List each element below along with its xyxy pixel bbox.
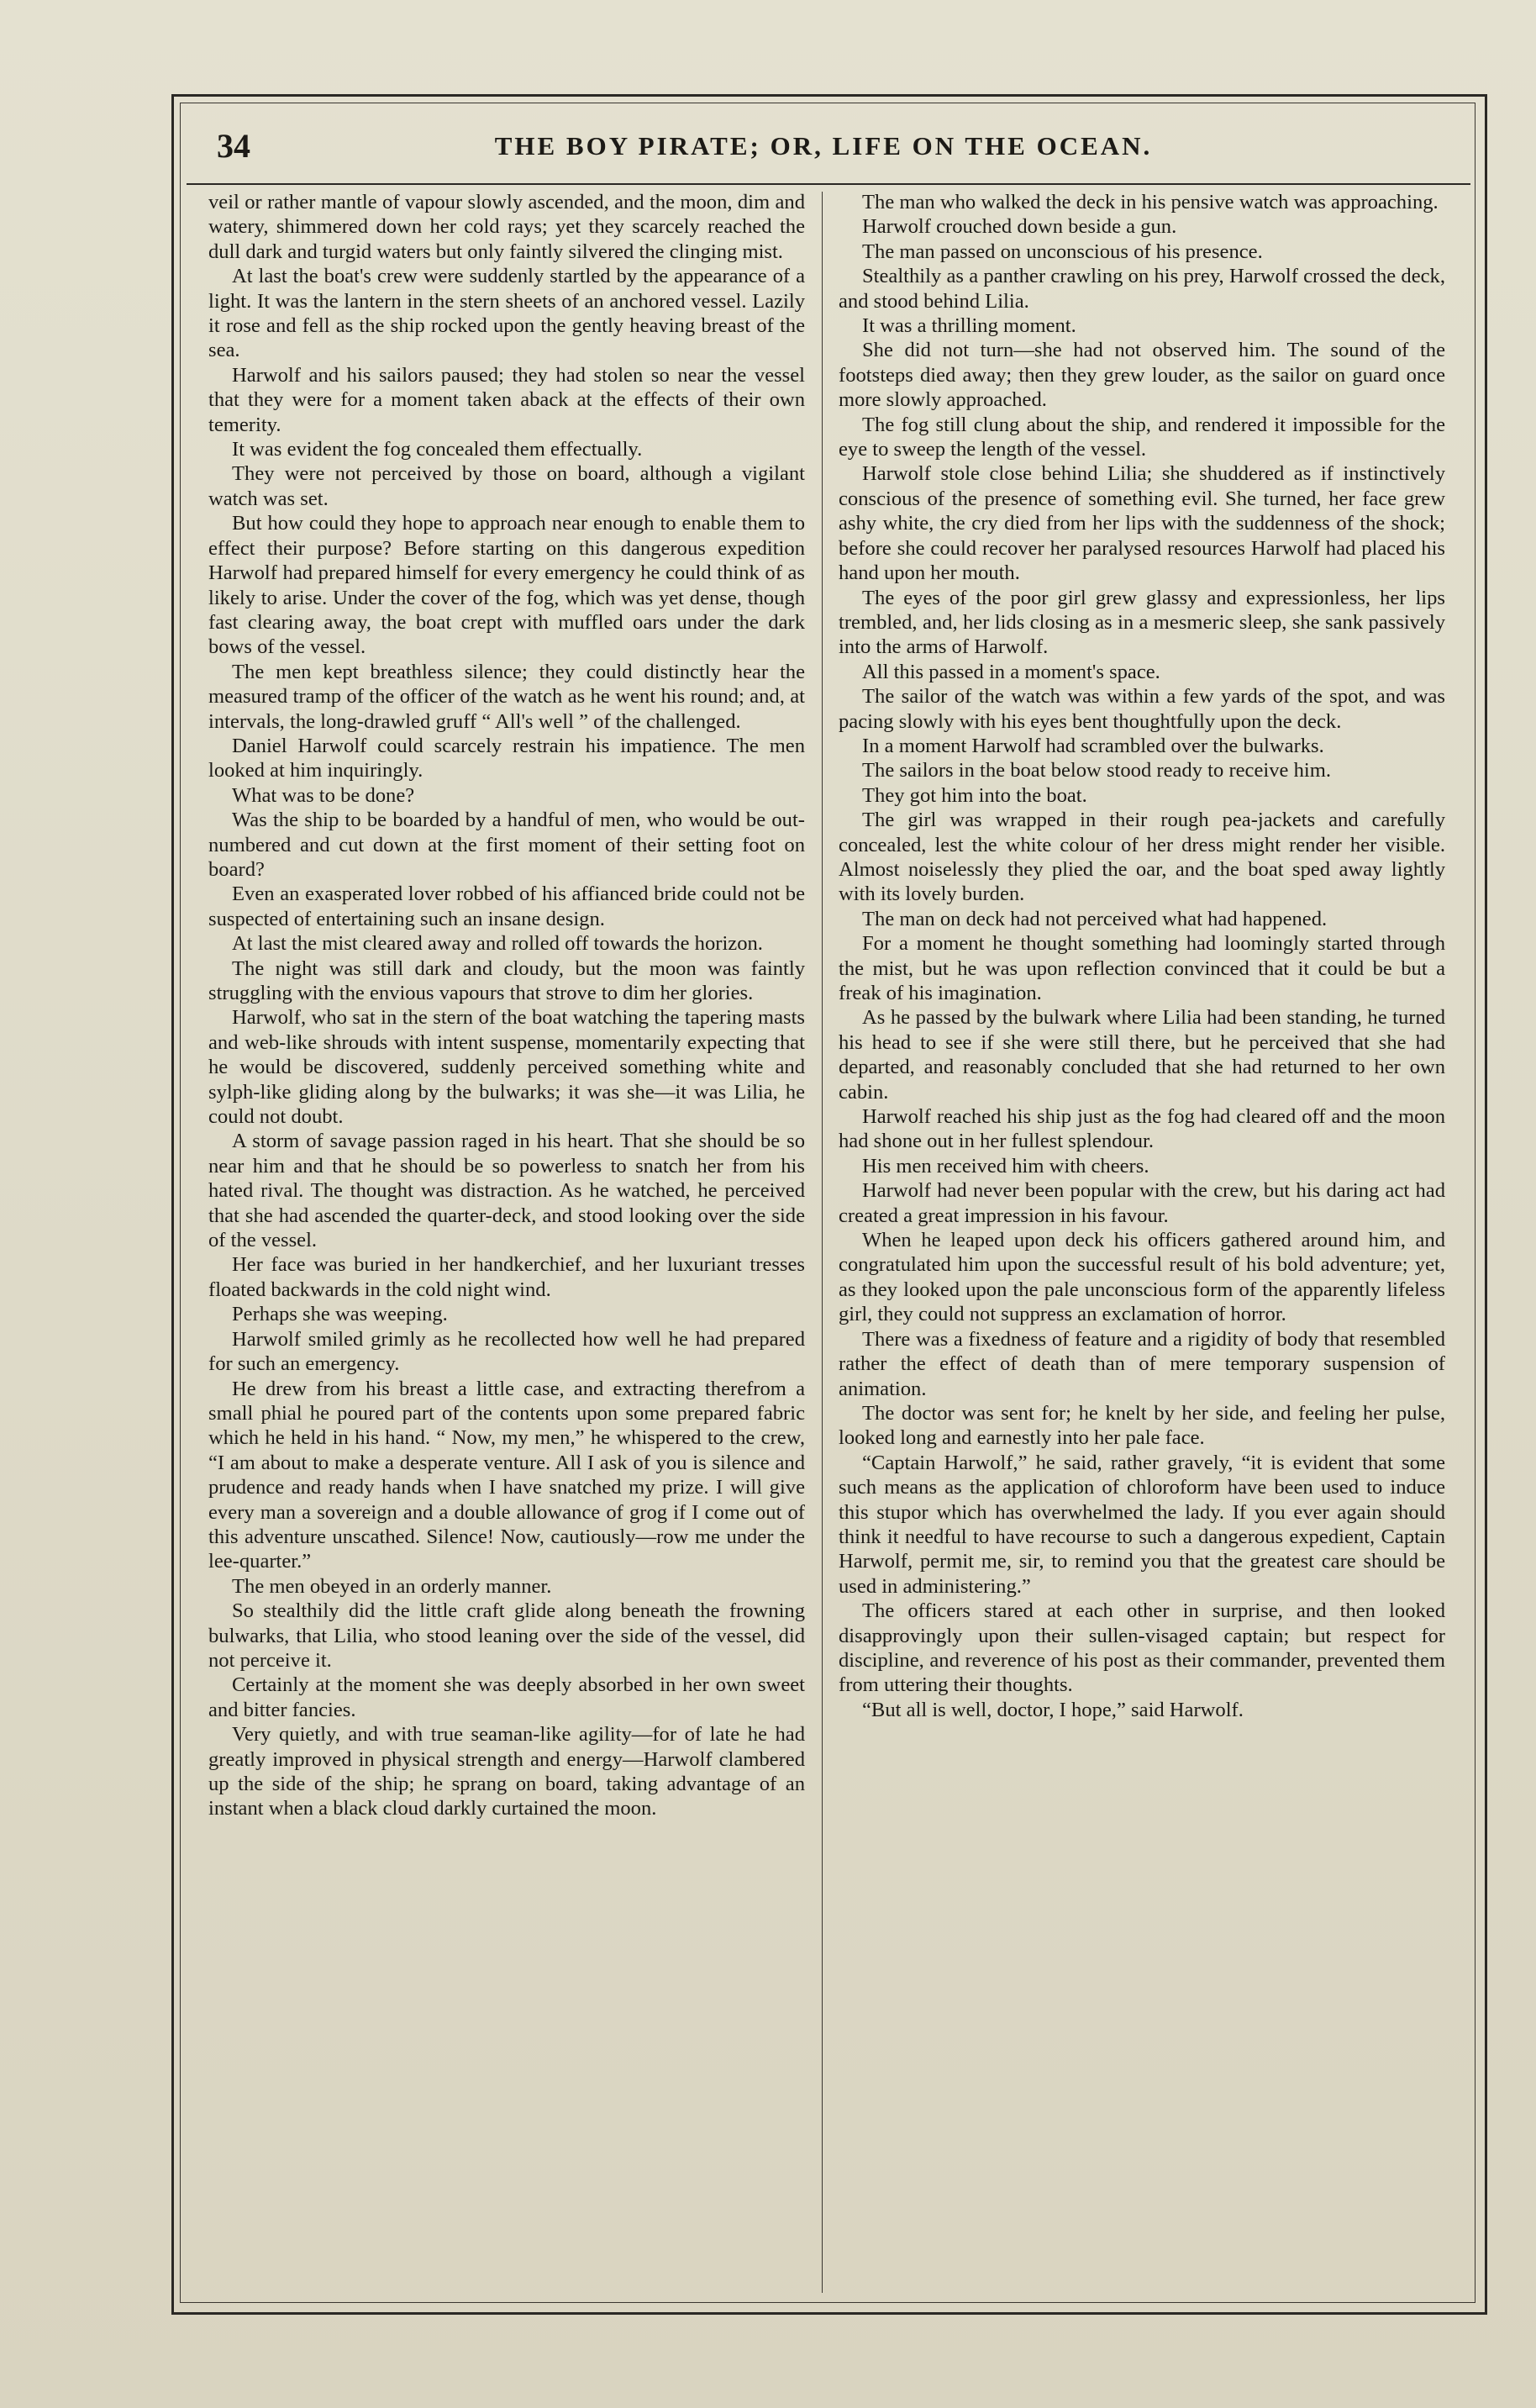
paragraph: At last the mist cleared away and rolled off towards the horizon. bbox=[232, 932, 763, 956]
paragraph: Harwolf stole close behind Lilia; she shuddered as if instinctively conscious of the presence of something evil. She turned, her face grew ashy white, the cry died from her lips with the suddenness of the shock; before she could recover her paralysed resources Harwolf had placed his hand upon her mouth. bbox=[839, 462, 1445, 585]
paragraph: The sailor of the watch was within a few yards of the spot, and was pacing slowly with his eyes bent thoughtfully upon the deck. bbox=[839, 685, 1445, 733]
paragraph: The doctor was sent for; he knelt by her side, and feeling her pulse, looked long and earnestly into her pale face. bbox=[839, 1401, 1445, 1450]
column-divider bbox=[822, 192, 823, 2293]
paragraph: Harwolf crouched down beside a gun. bbox=[862, 215, 1177, 239]
paragraph: All this passed in a moment's space. bbox=[862, 660, 1160, 683]
paragraph: The night was still dark and cloudy, but the moon was faintly struggling with the envious vapours that strove to dim her glories. bbox=[208, 956, 805, 1004]
paragraph: Harwolf and his sailors paused; they had stolen so near the vessel that they were for a moment taken aback at the effects of their own temerity. bbox=[208, 363, 805, 436]
paragraph: As he passed by the bulwark where Lilia had been standing, he turned his head to see if she were still there, but he perceived that she had departed, and reasonably concluded that she had returned to her own cabin. bbox=[839, 1006, 1445, 1104]
paragraph: Harwolf reached his ship just as the fog had cleared off and the moon had shone out in her fullest splendour. bbox=[839, 1105, 1445, 1153]
paragraph: The officers stared at each other in surprise, and then looked disapprovingly upon their sullen-visaged captain; but respect for discipline, and reverence of his post as their commander, prevented them from uttering their thoughts. bbox=[839, 1599, 1445, 1697]
paragraph: veil or rather mantle of vapour slowly ascended, and the moon, dim and watery, shimmered down her cold rays; yet they scarcely reached the dull dark and turgid waters but only faintly silvered the clinging mist. bbox=[208, 191, 805, 263]
paragraph: It was a thrilling moment. bbox=[862, 314, 1076, 338]
paragraph: Was the ship to be boarded by a handful of men, who would be out-numbered and cut down at the first moment of their setting foot on board? bbox=[208, 809, 805, 881]
page-number: 34 bbox=[217, 127, 250, 165]
paragraph: The men kept breathless silence; they could distinctly hear the measured tramp of the officer of the watch as he went his round; and, at intervals, the long-drawled gruff “ All's well ” of the challenged. bbox=[208, 660, 805, 733]
paragraph: Her face was buried in her handkerchief, and her luxuriant tresses floated backwards in the cold night wind. bbox=[208, 1253, 805, 1301]
paragraph: “But all is well, doctor, I hope,” said Harwolf. bbox=[862, 1698, 1244, 1721]
paragraph: The man on deck had not perceived what had happened. bbox=[862, 907, 1328, 930]
paragraph: What was to be done? bbox=[232, 783, 415, 807]
paragraph: Daniel Harwolf could scarcely restrain his impatience. The men looked at him inquiringly. bbox=[208, 734, 805, 782]
paragraph: The fog still clung about the ship, and rendered it impossible for the eye to sweep the length of the vessel. bbox=[839, 413, 1445, 461]
right-column bbox=[839, 190, 1445, 2291]
paragraph: The eyes of the poor girl grew glassy and expressionless, her lips trembled, and, her lids closing as in a mesmeric sleep, she sank passively into the arms of Harwolf. bbox=[839, 586, 1445, 659]
header-rule bbox=[187, 183, 1470, 185]
paragraph: Perhaps she was weeping. bbox=[232, 1303, 448, 1326]
paragraph: There was a fixedness of feature and a rigidity of body that resembled rather the effect of death than of mere temporary suspension of animation. bbox=[839, 1327, 1445, 1400]
paragraph: The man who walked the deck in his pensive watch was approaching. bbox=[862, 191, 1439, 213]
paragraph: The girl was wrapped in their rough pea-jackets and carefully concealed, lest the white colour of her dress might render her visible. Almost noiselessly they plied the oar, and the boat sped away lightly with its lovely burden. bbox=[839, 809, 1445, 906]
paragraph: She did not turn—she had not observed him. The sound of the footsteps died away; then they grew louder, as the sailor on guard once more slowly approached. bbox=[839, 339, 1445, 412]
paragraph: It was evident the fog concealed them effectually. bbox=[232, 438, 643, 461]
left-column bbox=[208, 190, 805, 2291]
paragraph: At last the boat's crew were suddenly startled by the appearance of a light. It was the lantern in the stern sheets of an anchored vessel. Lazily it rose and fell as the ship rocked upon the gently heaving breast of the sea. bbox=[208, 265, 805, 362]
paragraph: Even an exasperated lover robbed of his affianced bride could not be suspected of entertaining such an insane design. bbox=[208, 883, 805, 930]
paragraph: “Captain Harwolf,” he said, rather gravely, “it is evident that some such means as the application of chloroform have been used to induce this stupor which has overwhelmed the lady. If you ever again should think it needful to have recourse to such a dangerous expedient, Captain Harwolf, permit me, sir, to remind you that the greatest care should be used in administering.” bbox=[839, 1451, 1445, 1598]
paragraph: They got him into the boat. bbox=[862, 783, 1087, 807]
paragraph: Certainly at the moment she was deeply absorbed in her own sweet and bitter fancies. bbox=[208, 1673, 805, 1721]
paragraph: In a moment Harwolf had scrambled over the bulwarks. bbox=[862, 734, 1324, 757]
running-title: THE BOY PIRATE; OR, LIFE ON THE OCEAN. bbox=[494, 131, 1153, 161]
paragraph: A storm of savage passion raged in his heart. That she should be so near him and that he should be so powerless to snatch her from his hated rival. The thought was distraction. As he watched, he perceived that she had ascended the quarter-deck, and stood looking over the side of the vessel. bbox=[208, 1130, 805, 1252]
paragraph: Harwolf, who sat in the stern of the boat watching the tapering masts and web-like shrouds with intent suspense, momentarily expecting that he would be discovered, suddenly perceived something white and sylph-like gliding along by the bulwarks; it was she—it was Lilia, he could not doubt. bbox=[208, 1006, 805, 1129]
paragraph: Harwolf smiled grimly as he recollected how well he had prepared for such an emergency. bbox=[208, 1327, 805, 1376]
paragraph: They were not perceived by those on board, although a vigilant watch was set. bbox=[208, 462, 805, 510]
paragraph: Very quietly, and with true seaman-like agility—for of late he had greatly improved in physical strength and energy—Harwolf clambered up the side of the ship; he sprang on board, taking advantage of an instant when a black cloud darkly curtained the moon. bbox=[208, 1723, 805, 1820]
paragraph: Harwolf had never been popular with the crew, but his daring act had created a great impression in his favour. bbox=[839, 1179, 1445, 1227]
paragraph: The sailors in the boat below stood ready to receive him. bbox=[862, 759, 1331, 782]
paragraph: So stealthily did the little craft glide along beneath the frowning bulwarks, that Lilia, who stood leaning over the side of the vessel, did not perceive it. bbox=[208, 1599, 805, 1672]
page-header bbox=[210, 126, 1437, 173]
paragraph: The men obeyed in an orderly manner. bbox=[232, 1574, 552, 1598]
paragraph: His men received him with cheers. bbox=[862, 1154, 1149, 1178]
paragraph: But how could they hope to approach near enough to enable them to effect their purpose? Before starting on this dangerous expedition Harwolf had prepared himself for every emergency he could think of as likely to arise. Under the cover of the fog, which was yet dense, though fast clearing away, the boat crept with muffled oars under the dark bows of the vessel. bbox=[208, 512, 805, 659]
paragraph: When he leaped upon deck his officers gathered around him, and congratulated him upon the successful result of his bold adventure; yet, as they looked upon the pale unconscious form of the apparently lifeless girl, they could not suppress an exclamation of horror. bbox=[839, 1229, 1445, 1326]
paragraph: For a moment he thought something had loomingly started through the mist, but he was upon reflection convinced that it could be but a freak of his imagination. bbox=[839, 932, 1445, 1004]
paragraph: He drew from his breast a little case, and extracting therefrom a small phial he poured part of the contents upon some prepared fabric which he held in his hand. “ Now, my men,” he whispered to the crew, “I am about to make a desperate venture. All I ask of you is silence and prudence and ready hands when I have snatched my prize. I will give every man a sovereign and a double allowance of grog if I come out of this adventure unscathed. Silence! Now, cautiously—row me under the lee-quarter.” bbox=[208, 1377, 805, 1573]
paragraph: The man passed on unconscious of his presence. bbox=[862, 240, 1263, 263]
paragraph: Stealthily as a panther crawling on his prey, Harwolf crossed the deck, and stood behind Lilia. bbox=[839, 265, 1445, 313]
